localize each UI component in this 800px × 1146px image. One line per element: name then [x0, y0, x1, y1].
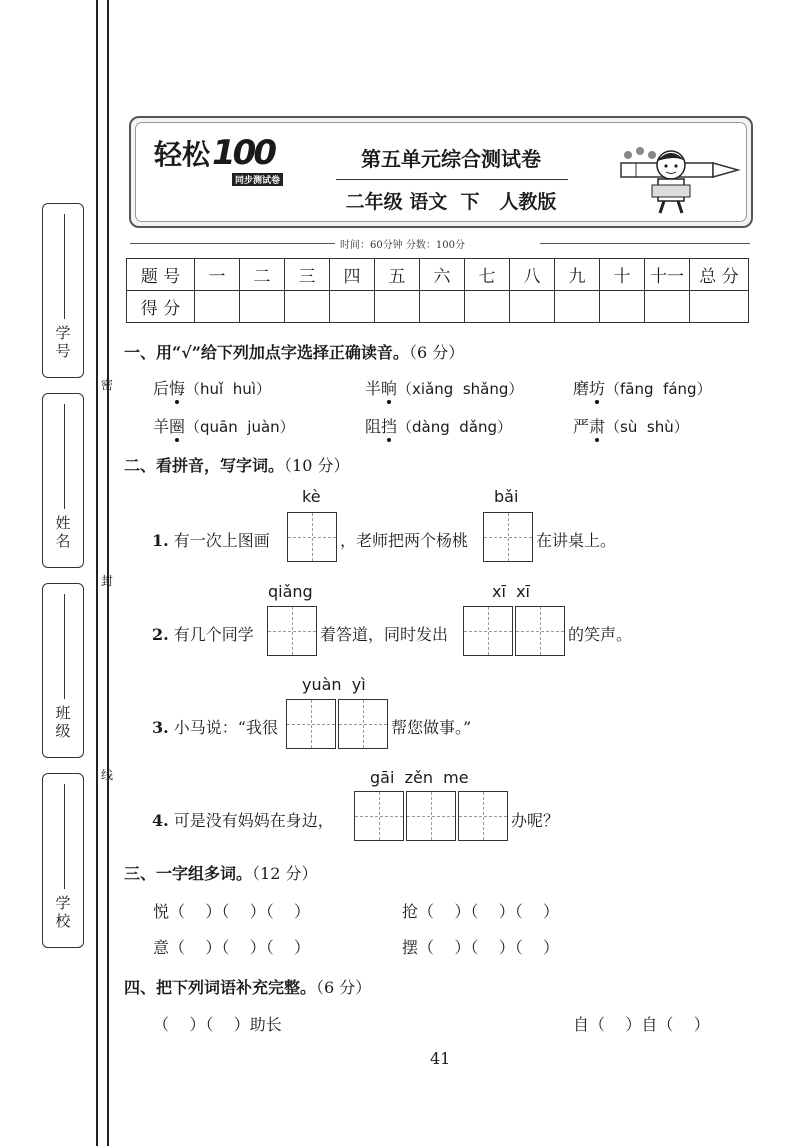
exam-subtitle: 二年级 语文 下 人教版	[345, 191, 557, 213]
idiom-blank-left[interactable]: （ ）（ ）助长	[153, 1015, 282, 1034]
title-divider	[336, 179, 568, 180]
score-input[interactable]	[285, 291, 330, 323]
reading-item[interactable]: 阻挡（dàng dǎng）	[365, 417, 513, 436]
writing-grid[interactable]	[458, 791, 508, 841]
pinyin-bai: bǎi	[494, 487, 519, 506]
score-table-score-row	[127, 291, 749, 323]
score-cell: 八	[510, 259, 555, 291]
name-field[interactable]	[42, 393, 84, 568]
reading-item[interactable]: 羊圈（quān juàn）	[153, 417, 295, 436]
score-input[interactable]	[690, 291, 749, 323]
brand-subtitle: 同步测试卷	[232, 173, 283, 186]
school-field[interactable]	[42, 773, 84, 948]
section4-heading: 四、把下列词语补充完整。（6 分）	[124, 978, 372, 997]
score-input[interactable]	[375, 291, 420, 323]
class-label: 班 级	[55, 704, 71, 740]
score-table	[126, 258, 749, 323]
score-input[interactable]	[645, 291, 690, 323]
writing-grid[interactable]	[463, 606, 513, 656]
seal-mark-feng: 封	[100, 574, 113, 588]
pinyin-xixi: xī xī	[492, 582, 530, 601]
exam-header	[129, 116, 753, 228]
score-cell: 三	[285, 259, 330, 291]
score-cell: 六	[420, 259, 465, 291]
sentence-3-a: 3. 小马说：“我很	[152, 718, 278, 737]
exam-title: 第五单元综合测试卷	[361, 147, 541, 171]
sentence-1-c: 在讲桌上。	[536, 531, 617, 550]
score-input[interactable]	[420, 291, 465, 323]
reading-item[interactable]: 半晌（xiǎng shǎng）	[365, 379, 524, 398]
score-cell: 题 号	[127, 259, 195, 291]
word-group-yi[interactable]: 意（ ）（ ）（ ）	[153, 938, 311, 957]
reading-item[interactable]: 严肃（sù shù）	[573, 417, 689, 436]
binding-line	[96, 0, 98, 1146]
word-group-bai[interactable]: 摆（ ）（ ）（ ）	[402, 938, 560, 957]
info-divider-right	[540, 243, 750, 244]
score-cell: 十一	[645, 259, 690, 291]
info-divider-left	[130, 243, 335, 244]
writing-grid[interactable]	[267, 606, 317, 656]
seal-mark-xian: 线	[100, 768, 113, 782]
writing-grid[interactable]	[483, 512, 533, 562]
sentence-2-b: 着答道，同时发出	[320, 625, 449, 644]
word-group-yue[interactable]: 悦（ ）（ ）（ ）	[153, 902, 311, 921]
sentence-2-a: 2. 有几个同学	[152, 625, 254, 644]
pinyin-gaizenme: gāi zěn me	[370, 768, 469, 787]
score-input[interactable]	[600, 291, 645, 323]
sentence-2-c: 的笑声。	[568, 625, 633, 644]
section3-heading: 三、一字组多词。（12 分）	[124, 864, 318, 883]
score-cell: 九	[555, 259, 600, 291]
score-cell: 二	[240, 259, 285, 291]
score-input[interactable]	[330, 291, 375, 323]
writing-grid[interactable]	[515, 606, 565, 656]
score-input[interactable]	[555, 291, 600, 323]
score-input[interactable]	[465, 291, 510, 323]
idiom-blank-right[interactable]: 自（ ）自（ ）	[573, 1015, 710, 1034]
score-cell: 十	[600, 259, 645, 291]
sentence-4-b: 办呢？	[511, 811, 560, 830]
exam-time-score: 时间：60分钟 分数：100分	[340, 240, 465, 251]
sentence-4-a: 4. 可是没有妈妈在身边，	[152, 811, 334, 830]
sentence-1-b: ，老师把两个杨桃	[340, 531, 469, 550]
score-cell: 七	[465, 259, 510, 291]
score-cell: 总 分	[690, 259, 749, 291]
score-cell: 五	[375, 259, 420, 291]
section2-heading: 二、看拼音，写字词。（10 分）	[124, 456, 350, 475]
writing-grid[interactable]	[354, 791, 404, 841]
writing-grid[interactable]	[286, 699, 336, 749]
score-cell: 四	[330, 259, 375, 291]
section1-heading: 一、用“√”给下列加点字选择正确读音。（6 分）	[124, 343, 465, 362]
writing-grid[interactable]	[406, 791, 456, 841]
student-id-label: 学 号	[55, 324, 71, 360]
score-input[interactable]	[510, 291, 555, 323]
page-number: 41	[430, 1049, 451, 1068]
student-id-field[interactable]	[42, 203, 84, 378]
word-group-qiang[interactable]: 抢（ ）（ ）（ ）	[402, 902, 560, 921]
score-input[interactable]	[195, 291, 240, 323]
score-label: 得 分	[127, 291, 195, 323]
reading-item[interactable]: 后悔（huǐ huì）	[153, 379, 271, 398]
writing-grid[interactable]	[338, 699, 388, 749]
sentence-3-b: 帮您做事。”	[391, 718, 472, 737]
name-label: 姓 名	[55, 514, 71, 550]
writing-grid[interactable]	[287, 512, 337, 562]
seal-mark-mi: 密	[100, 378, 113, 392]
pinyin-yuanyi: yuàn yì	[302, 675, 366, 694]
pinyin-ke: kè	[302, 487, 321, 506]
school-label: 学 校	[55, 894, 71, 930]
reading-item[interactable]: 磨坊（fāng fáng）	[573, 379, 712, 398]
student-writing-illustration	[616, 135, 746, 217]
sentence-1-a: 1. 有一次上图画	[152, 531, 270, 550]
pinyin-qiang: qiǎng	[268, 582, 313, 601]
score-input[interactable]	[240, 291, 285, 323]
score-table-header-row	[127, 259, 749, 291]
class-field[interactable]	[42, 583, 84, 758]
score-cell: 一	[195, 259, 240, 291]
brand-logo: 轻松100 同步测试卷	[154, 133, 274, 173]
